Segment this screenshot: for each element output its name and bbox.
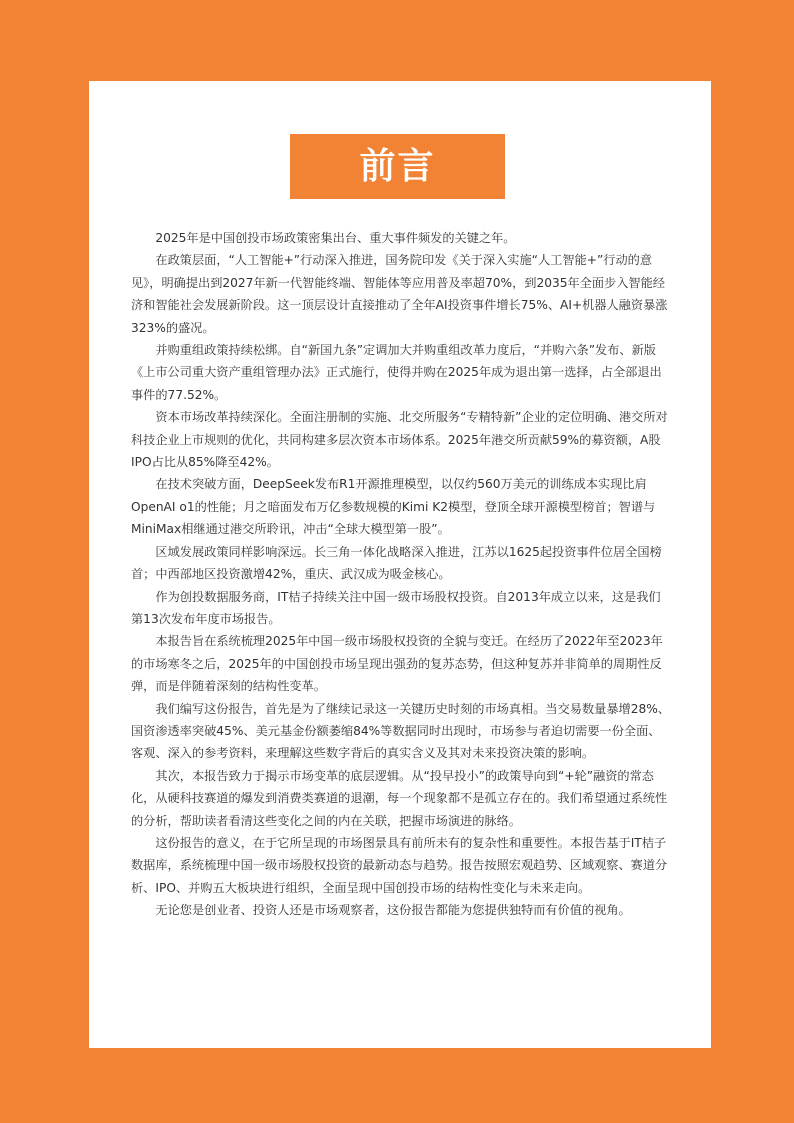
paragraph: 区域发展政策同样影响深远。长三角一体化战略深入推进，江苏以1625起投资事件位居全国榜首；中西部地区投资激增42%，重庆、武汉成为吸金核心。 bbox=[131, 544, 662, 582]
paragraph: 我们编写这份报告，首先是为了继续记录这一关键历史时刻的市场真相。当交易数量暴增28%、国资渗透率突破45%、美元基金份额萎缩84%等数据同时出现时，市场参与者迫切需要一份全面、客观、深入的参考资料，来理解这些数字背后的真实含义及其对未来投资决策的影响。 bbox=[131, 701, 670, 761]
paragraph: 并购重组政策持续松绑。自“新国九条”定调加大并购重组改革力度后，“并购六条”发布、新版《上市公司重大资产重组管理办法》正式施行，使得并购在2025年成为退出第一选择，占全部退出事件的77.52%。 bbox=[131, 343, 662, 402]
paragraph: 这份报告的意义，在于它所呈现的市场图景具有前所未有的复杂性和重要性。本报告基于IT桔子数据库，系统梳理中国一级市场股权投资的最新动态与趋势。报告按照宏观趋势、区域观察、赛道分析、IPO、并购五大板块进行组织，全面呈现中国创投市场的结构性变化与未来走向。 bbox=[131, 835, 668, 895]
paragraph: 在技术突破方面，DeepSeek发布R1开源推理模型，以仅约560万美元的训练成本实现比肩OpenAI o1的性能；月之暗面发布万亿参数规模的Kimi K2模型，登顶全球开源模型榜首；智谱与MiniMax相继通过港交所聆讯，冲击“全球大模型第一股”。 bbox=[131, 477, 656, 537]
page-paper bbox=[89, 81, 711, 1048]
preface-body bbox=[131, 227, 671, 922]
paragraph: 无论您是创业者、投资人还是市场观察者，这份报告都能为您提供独特而有价值的视角。 bbox=[155, 903, 631, 918]
paragraph: 本报告旨在系统梳理2025年中国一级市场股权投资的全貌与变迁。在经历了2022年至2023年的市场寒冬之后，2025年的中国创投市场呈现出强劲的复苏态势，但这种复苏并非简单的周期性反弹，而是伴随着深刻的结构性变革。 bbox=[131, 634, 663, 694]
page-title: 前言 bbox=[290, 134, 505, 199]
paragraph: 作为创投数据服务商，IT桔子持续关注中国一级市场股权投资。自2013年成立以来，这是我们第13次发布年度市场报告。 bbox=[131, 589, 661, 626]
paragraph: 在政策层面，“人工智能+”行动深入推进，国务院印发《关于深入实施“人工智能+”行动的意见》，明确提出到2027年新一代智能终端、智能体等应用普及率超70%，到2035年全面步入智能经济和智能社会发展新阶段。这一顶层设计直接推动了全年AI投资事件增长75%、AI+机器人融资暴涨323%的盛况。 bbox=[131, 253, 668, 335]
paragraph: 资本市场改革持续深化。全面注册制的实施、北交所服务“专精特新”企业的定位明确、港交所对科技企业上市规则的优化，共同构建多层次资本市场体系。2025年港交所贡献59%的募资额，A股IPO占比从85%降至42%。 bbox=[131, 410, 668, 470]
paragraph: 其次，本报告致力于揭示市场变革的底层逻辑。从“投早投小”的政策导向到“+轮”融资的常态化，从硬科技赛道的爆发到消费类赛道的退潮，每一个现象都不是孤立存在的。我们希望通过系统性的分析，帮助读者看清这些变化之间的内在关联，把握市场演进的脉络。 bbox=[131, 768, 668, 828]
paragraph: 2025年是中国创投市场政策密集出台、重大事件频发的关键之年。 bbox=[155, 231, 516, 245]
